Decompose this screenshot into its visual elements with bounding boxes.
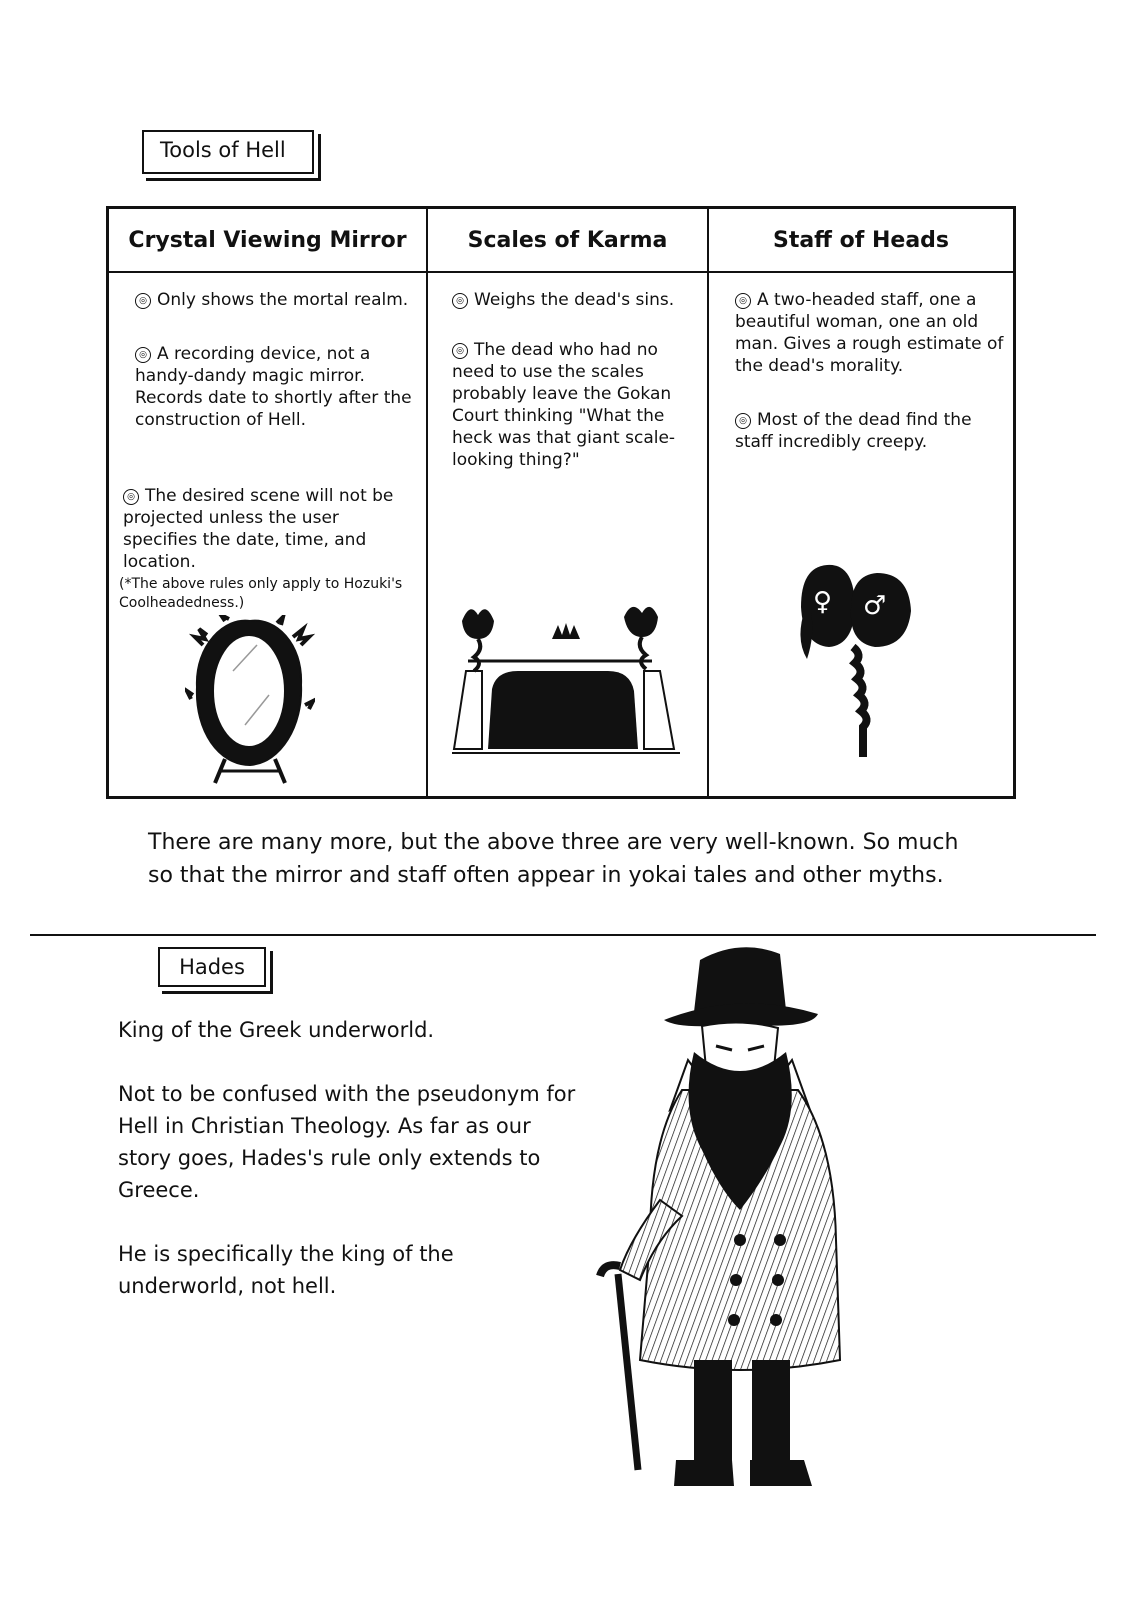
staff-icon: [791, 559, 921, 759]
tools-summary: There are many more, but the above three are very well-known. So much so that the mirror and staff often appear in yokai tales and other myths.: [148, 830, 959, 888]
bullet-icon: ◎: [135, 293, 151, 309]
column-mirror: [109, 209, 426, 796]
hades-paragraph: Not to be confused with the pseudonym for Hell in Christian Theology. As far as our story goes, Hades's rule only extends to Greece.: [118, 1082, 576, 1202]
column-heading: Staff of Heads: [709, 209, 1013, 273]
column-heading: Scales of Karma: [428, 209, 707, 273]
footnote: (*The above rules only apply to Hozuki's Coolheadedness.): [119, 576, 403, 611]
bullet-icon: ◎: [135, 347, 151, 363]
bullet-icon: ◎: [735, 413, 751, 429]
note: ◎ Weighs the dead's sins.: [452, 289, 702, 311]
hades-paragraph: He is specifically the king of the underworld, not hell.: [118, 1242, 454, 1298]
mirror-icon: [185, 615, 315, 785]
male-symbol: ♂: [863, 591, 887, 621]
bullet-icon: ◎: [452, 343, 468, 359]
note: ◎ The desired scene will not be projected unless the user specifies the date, time, and location.: [123, 486, 394, 572]
note: ◎ Only shows the mortal realm.: [135, 289, 415, 311]
note: ◎ The dead who had no need to use the scales probably leave the Gokan Court thinking "What the heck was that giant scale-looking thing?": [452, 340, 676, 470]
column-heading: Crystal Viewing Mirror: [109, 209, 426, 273]
column-scales: [426, 209, 707, 796]
column-staff: [707, 209, 1013, 796]
hades-paragraph: King of the Greek underworld.: [118, 1018, 435, 1042]
note: ◎ Most of the dead find the staff incredibly creepy.: [735, 410, 972, 452]
bullet-icon: ◎: [735, 293, 751, 309]
tools-section-title: Tools of Hell: [142, 130, 314, 174]
scales-icon: [448, 599, 688, 759]
bullet-icon: ◎: [452, 293, 468, 309]
bullet-icon: ◎: [123, 489, 139, 505]
hades-section-title: Hades: [158, 947, 266, 987]
section-divider: [30, 934, 1096, 936]
hades-figure: [590, 940, 890, 1500]
tools-table: [106, 206, 1016, 799]
female-symbol: ♀: [813, 587, 833, 617]
note: ◎ A recording device, not a handy-dandy magic mirror. Records date to shortly after the construction of Hell.: [135, 344, 412, 430]
note: ◎ A two-headed staff, one a beautiful woman, one an old man. Gives a rough estimate of the dead's morality.: [735, 290, 1004, 376]
